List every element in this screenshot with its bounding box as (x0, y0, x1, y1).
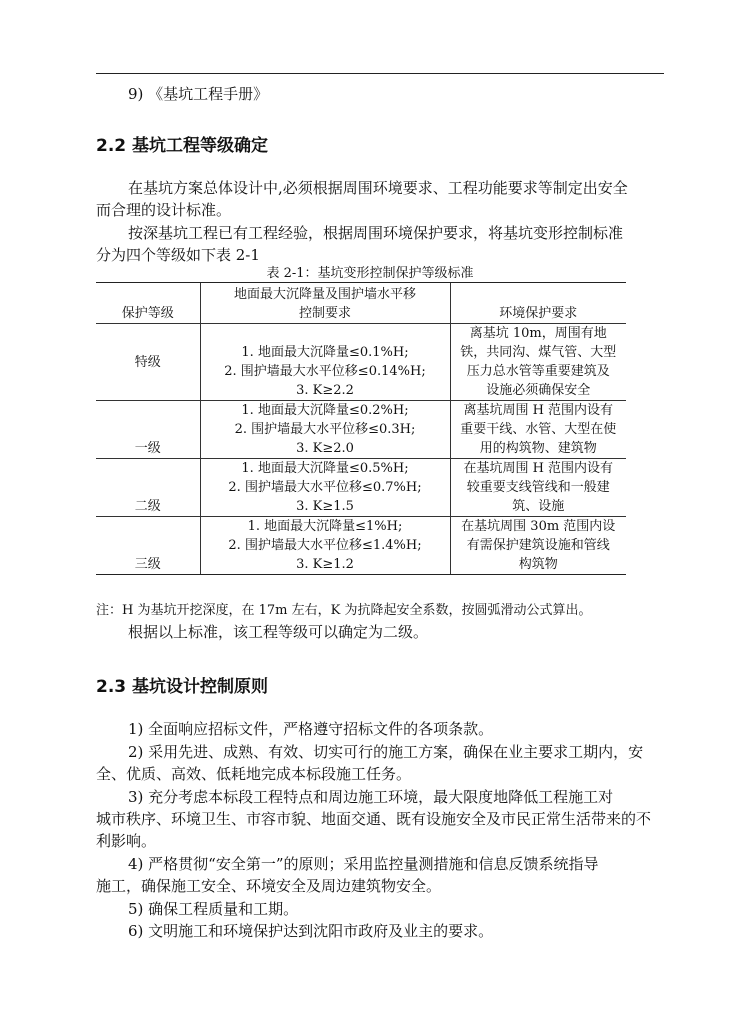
list-item-continuation: 城市秩序、环境卫生、市容市貌、地面交通、既有设施安全及市民正常生活带来的不 (96, 810, 652, 828)
grade-cell: 一级 (96, 401, 200, 459)
req-line: 2. 围护墙最大水平位移≤1.4%H; (228, 538, 422, 553)
table-row (96, 401, 626, 459)
list-item-continuation: 利影响。 (96, 832, 157, 850)
req-line: 1. 地面最大沉降量≤0.2%H; (241, 403, 409, 418)
env-line: 离基坑 10m，周围有地 (469, 326, 607, 341)
env-line: 重要干线、水管、大型在使 (460, 422, 617, 437)
list-item-continuation: 全、优质、高效、低耗地完成本标段施工任务。 (96, 765, 412, 783)
reference-item-9: 9) 《基坑工程手册》 (128, 85, 269, 103)
paragraph-line: 而合理的设计标准。 (96, 201, 232, 219)
list-item: 3) 充分考虑本标段工程特点和周边施工环境，最大限度地降低工程施工对 (128, 788, 614, 806)
env-line: 压力总水管等重要建筑及 (466, 364, 610, 379)
section-heading-2-2: 2.2 基坑工程等级确定 (96, 136, 269, 156)
grade-cell: 二级 (96, 459, 200, 517)
environment-cell (450, 401, 626, 459)
req-line: 2. 围护墙最大水平位移≤0.3H; (234, 422, 416, 437)
requirement-cell (200, 459, 450, 517)
req-line: 2. 围护墙最大水平位移≤0.14%H; (224, 364, 426, 379)
list-item: 1) 全面响应招标文件，严格遵守招标文件的各项条款。 (128, 720, 494, 738)
table-row (96, 459, 626, 517)
grade-cell: 特级 (96, 324, 200, 401)
grade-cell: 三级 (96, 517, 200, 575)
req-line: 1. 地面最大沉降量≤0.1%H; (241, 345, 409, 360)
req-line: 1. 地面最大沉降量≤1%H; (247, 519, 403, 534)
environment-cell (450, 517, 626, 575)
req-line: 3. K≥1.2 (296, 557, 354, 572)
env-line: 构筑物 (518, 557, 558, 572)
requirement-cell (200, 517, 450, 575)
table-header-row (96, 283, 626, 324)
env-line: 设施必须确保安全 (486, 383, 591, 398)
req-line: 1. 地面最大沉降量≤0.5%H; (241, 461, 409, 476)
env-line: 有需保护建筑设施和管线 (466, 538, 610, 553)
requirement-cell (200, 324, 450, 401)
paragraph-line: 按深基坑工程已有工程经验，根据周围环境保护要求，将基坑变形控制标准 (128, 224, 624, 242)
list-item: 2) 采用先进、成熟、有效、切实可行的施工方案，确保在业主要求工期内，安 (128, 743, 644, 761)
req-line: 2. 围护墙最大水平位移≤0.7%H; (228, 480, 422, 495)
table-caption: 表 2-1：基坑变形控制保护等级标准 (266, 266, 474, 281)
header-rule (96, 73, 664, 74)
requirement-cell (200, 401, 450, 459)
list-item-continuation: 施工，确保施工安全、环境安全及周边建筑物安全。 (96, 877, 442, 895)
conclusion-text: 根据以上标准，该工程等级可以确定为二级。 (128, 623, 429, 641)
environment-cell (450, 324, 626, 401)
req-line: 3. K≥2.0 (296, 441, 354, 456)
env-line: 在基坑周围 H 范围内设有 (463, 461, 614, 476)
header-req-line: 控制要求 (298, 306, 351, 321)
list-item: 4) 严格贯彻“安全第一”的原则；采用监控量测措施和信息反馈系统指导 (128, 855, 599, 873)
env-line: 用的构筑物、建筑物 (479, 441, 597, 456)
protection-grade-table (96, 282, 626, 575)
table-note: 注：H 为基坑开挖深度，在 17m 左右，K 为抗降起安全系数，按圆弧滑动公式算出。 (96, 603, 592, 618)
paragraph-line: 分为四个等级如下表 2-1 (96, 246, 260, 264)
section-heading-2-3: 2.3 基坑设计控制原则 (96, 677, 269, 697)
environment-cell (450, 459, 626, 517)
env-line: 较重要支线管线和一般建 (466, 480, 610, 495)
list-item: 5) 确保工程质量和工期。 (128, 900, 299, 918)
req-line: 3. K≥1.5 (296, 499, 354, 514)
env-line: 在基坑周围 30m 范围内设 (461, 519, 616, 534)
req-line: 3. K≥2.2 (296, 383, 354, 398)
header-req-line: 地面最大沉降量及围护墙水平移 (233, 287, 416, 302)
list-item: 6) 文明施工和环境保护达到沈阳市政府及业主的要求。 (128, 922, 494, 940)
env-line: 铁，共同沟、煤气管、大型 (460, 345, 617, 360)
header-grade: 保护等级 (96, 283, 200, 324)
table-row (96, 324, 626, 401)
env-line: 离基坑周围 H 范围内设有 (463, 403, 614, 418)
table-row (96, 517, 626, 575)
env-line: 筑、设施 (512, 499, 565, 514)
paragraph-line: 在基坑方案总体设计中,必须根据周围环境要求、工程功能要求等制定出安全 (128, 179, 628, 197)
header-requirements (200, 283, 450, 324)
header-environment: 环境保护要求 (450, 283, 626, 324)
